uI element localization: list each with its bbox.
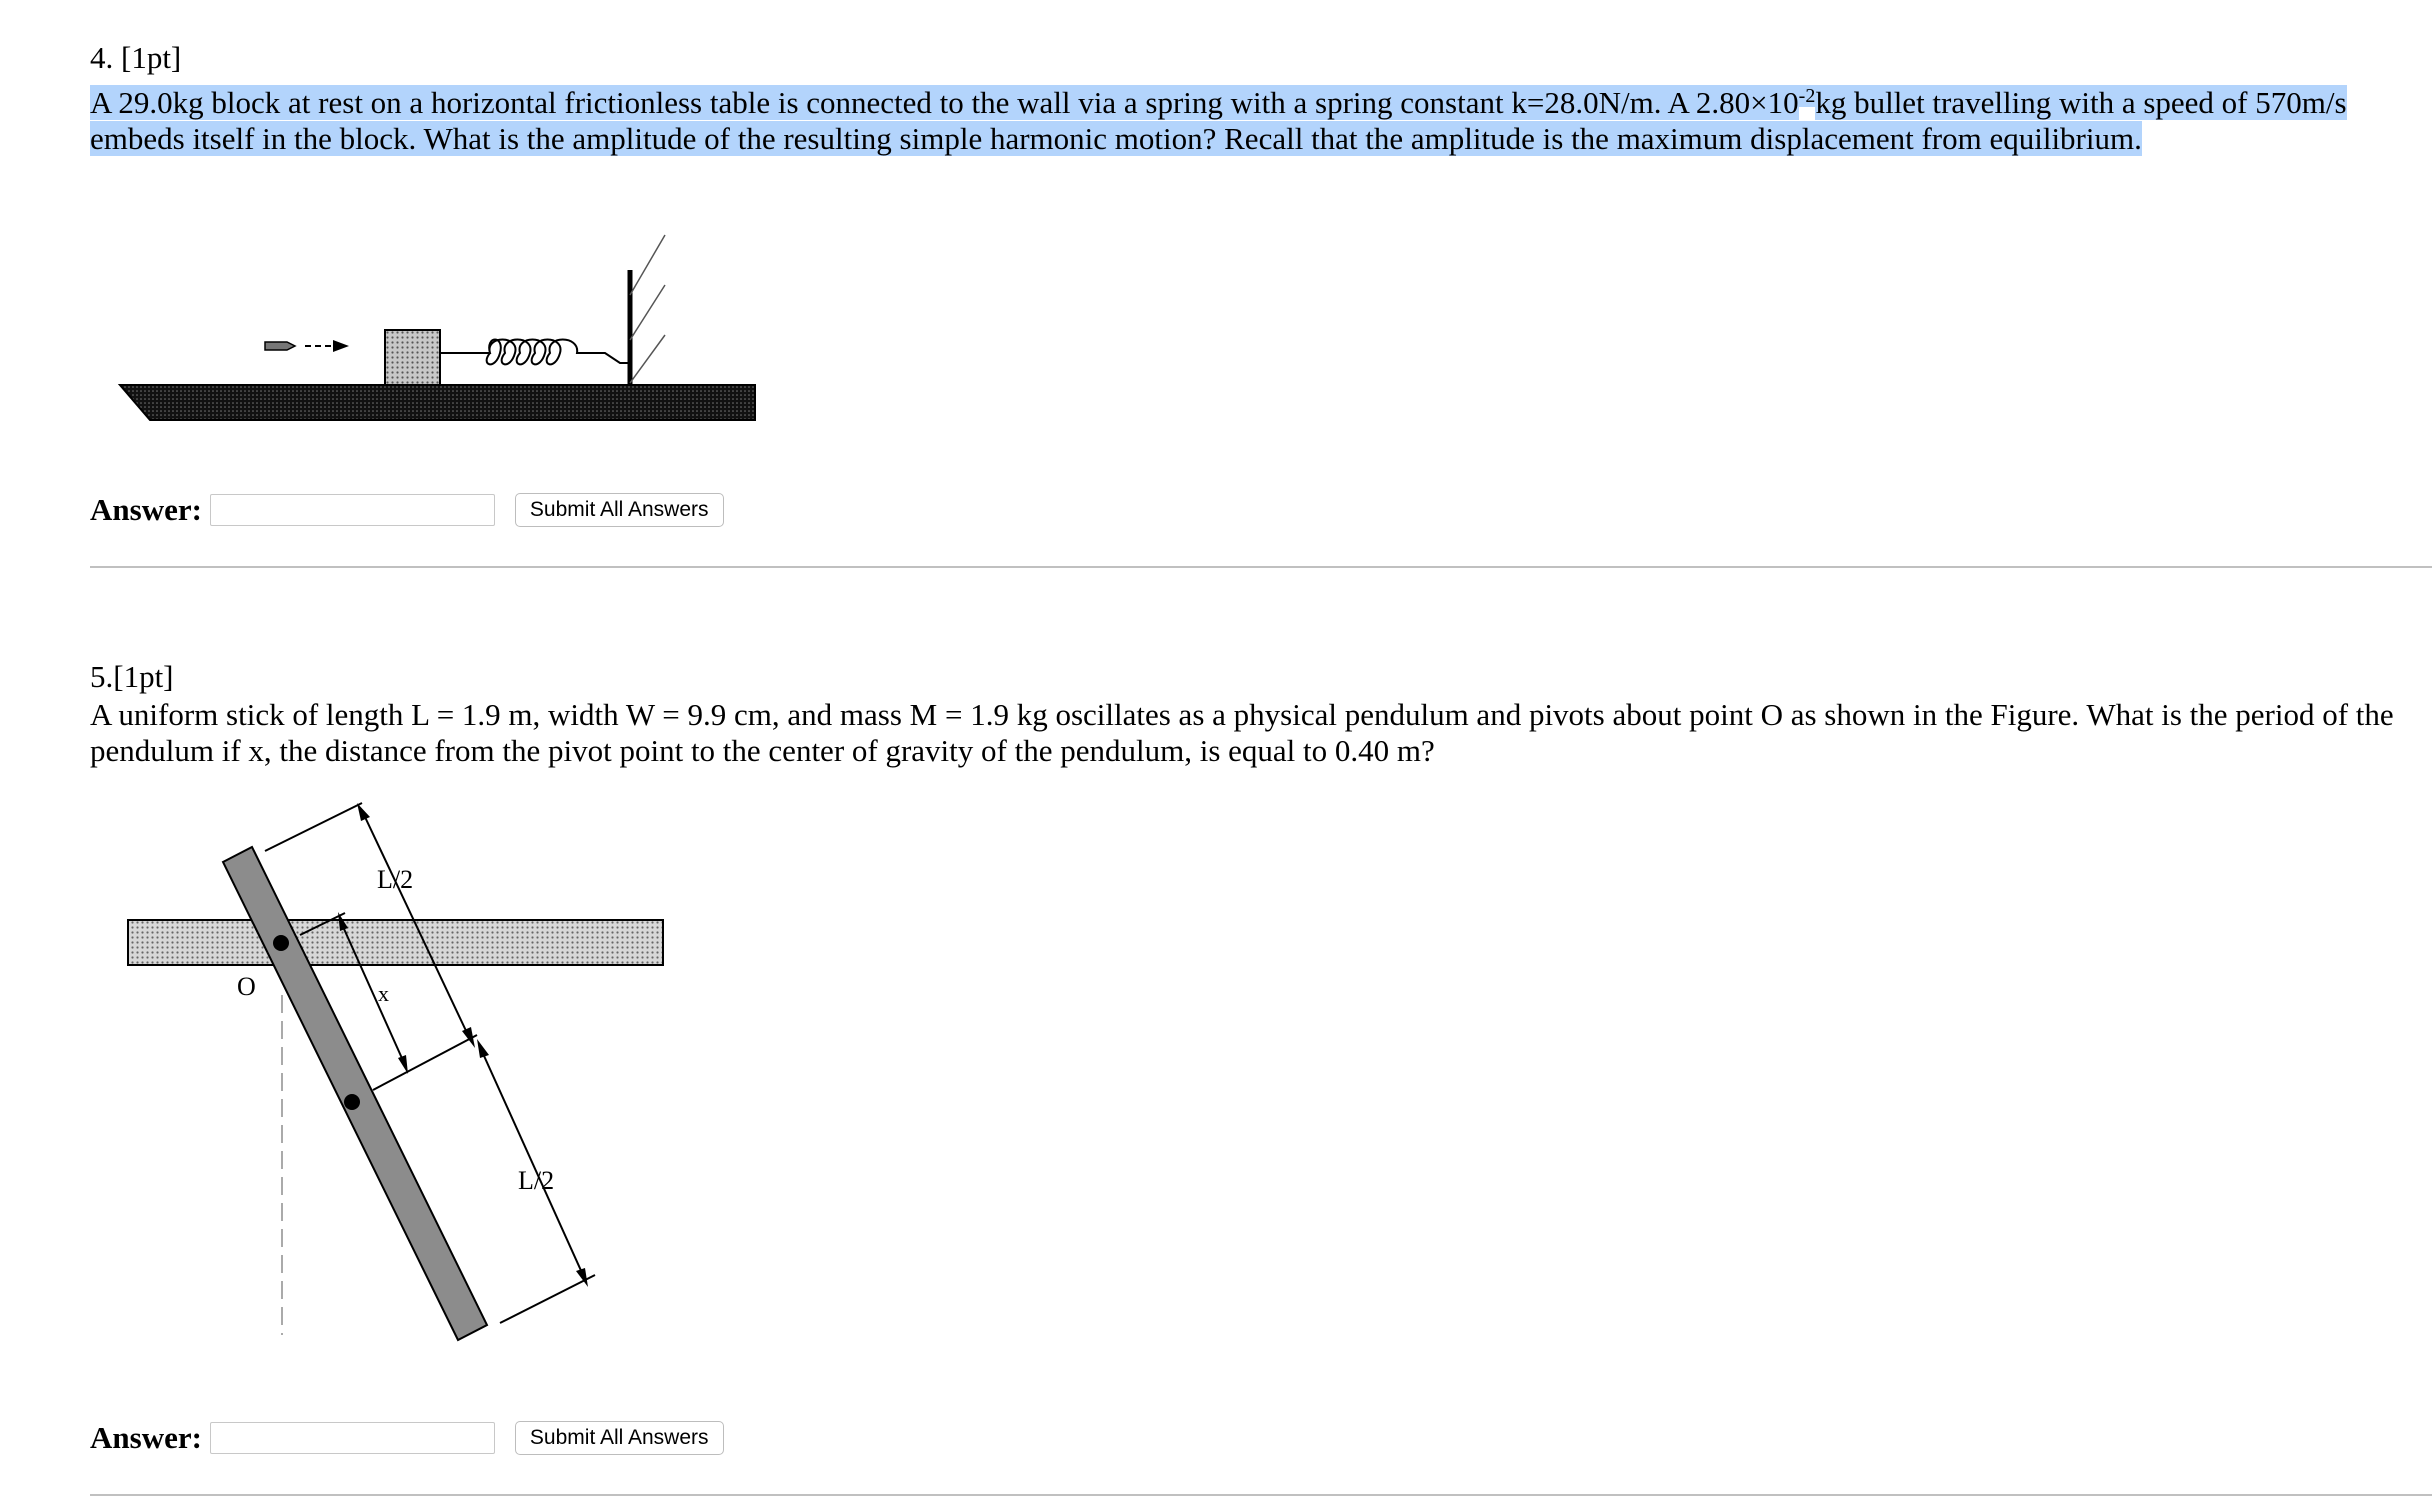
block <box>385 330 440 385</box>
problem-4-exponent: -2 <box>1798 85 1816 107</box>
answer-input-5[interactable] <box>210 1422 495 1454</box>
answer-input-4[interactable] <box>210 494 495 526</box>
pendulum-figure <box>115 795 675 1360</box>
divider <box>90 566 2432 568</box>
spring-block-figure <box>115 225 765 430</box>
problem-4-text <box>90 78 2432 157</box>
problem-4 <box>90 40 2432 157</box>
problem-4-title: 4. [1pt] <box>90 40 182 75</box>
problem-5-answer-row <box>90 1420 724 1456</box>
label-pivot-o: O <box>237 972 256 1001</box>
label-x: x <box>378 981 389 1006</box>
center-of-gravity <box>344 1094 360 1110</box>
pivot-point <box>273 935 289 951</box>
label-half-length-top: L/2 <box>377 865 414 894</box>
problem-4-text-part1: A 29.0kg block at rest on a horizontal frictionless table is connected to the wall via a spring with a spring constant k=28.0N/m. A 2.80×10 <box>90 85 1799 121</box>
answer-label: Answer: <box>90 1420 202 1455</box>
problem-5-title: 5.[1pt] <box>90 659 174 694</box>
problem-5-text: A uniform stick of length L = 1.9 m, width W = 9.9 cm, and mass M = 1.9 kg oscillates as a physical pendulum and pivots about point O as shown in the Figure. What is the period of the pendulum if x, the distance from the pivot point to the center of gravity of the pendulum, is equal to 0.40 m? <box>90 697 2394 768</box>
submit-all-answers-button[interactable]: Submit All Answers <box>515 493 724 527</box>
label-half-length-bottom: L/2 <box>518 1166 555 1195</box>
table-surface <box>120 385 755 420</box>
problem-4-text-part2: kg bullet travelling with a speed of 570m/s embeds itself in the block. What is the amplitude of the resulting simple harmonic motion? Recall that the amplitude is the maximum displacement from equilibrium. <box>90 85 2347 157</box>
answer-label: Answer: <box>90 492 202 527</box>
submit-all-answers-button[interactable]: Submit All Answers <box>515 1421 724 1455</box>
spring <box>440 340 630 365</box>
problem-4-answer-row <box>90 492 724 528</box>
problem-5 <box>90 659 2432 769</box>
bullet <box>265 342 295 350</box>
divider <box>90 1494 2432 1496</box>
support-bar <box>128 920 663 965</box>
